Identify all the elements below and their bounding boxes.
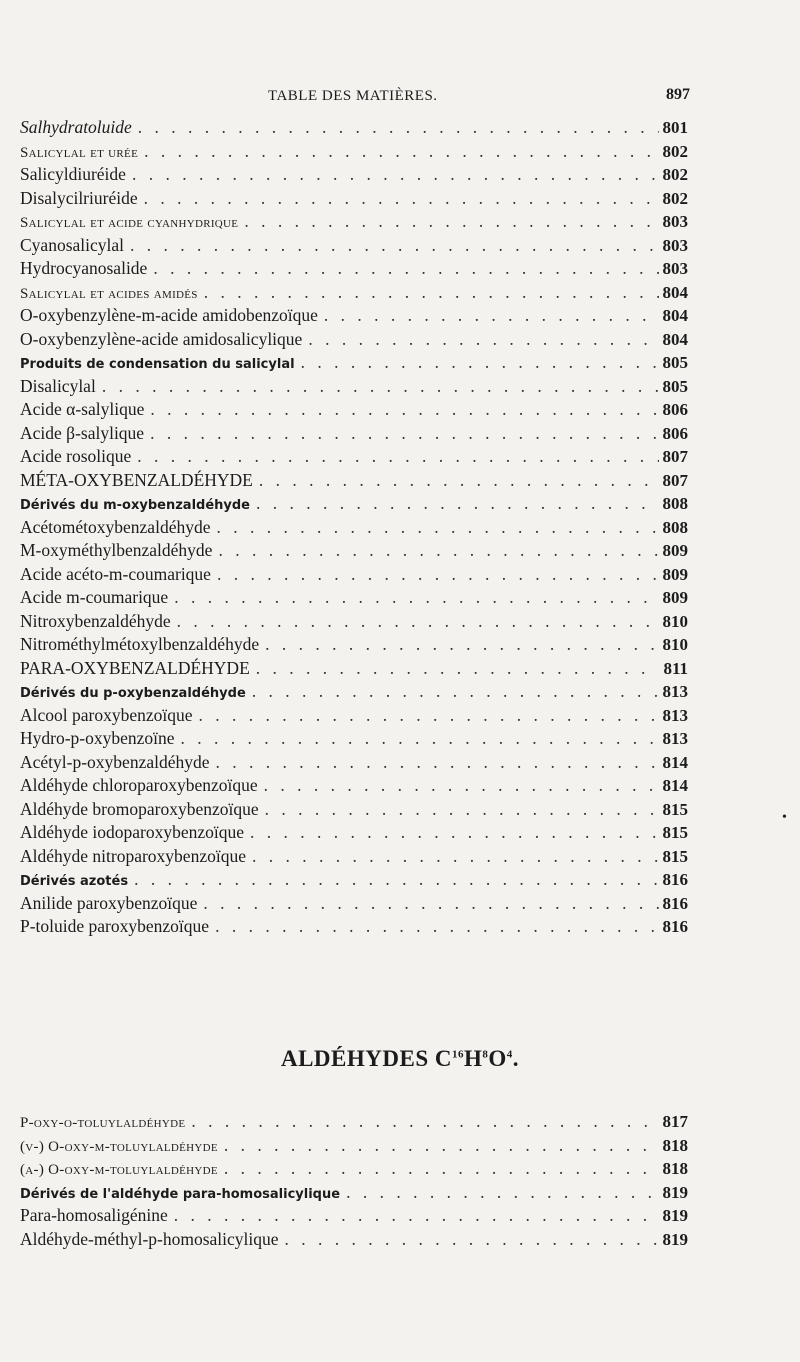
- entry-label: Acide β-salylique: [20, 422, 145, 443]
- dot-leader: [250, 821, 658, 845]
- entry-label: Aldéhyde iodoparoxybenzoïque: [20, 822, 245, 842]
- toc-entry: [20, 304, 688, 328]
- entry-label: Salicyldiuréide: [20, 164, 126, 184]
- dot-leader: [130, 234, 658, 258]
- toc-entry: [20, 1228, 688, 1252]
- entry-page-number: 802: [662, 141, 688, 161]
- section-heading: ALDÉHYDES $C^{16}H^8O^4$.: [280, 1046, 520, 1071]
- entry-page-number: 811: [663, 658, 688, 678]
- toc-entry: [20, 1181, 688, 1205]
- entry-page-number: 813: [662, 705, 688, 725]
- toc-entry: [20, 234, 688, 258]
- toc-entry: [20, 116, 688, 140]
- entry-label: Salicylal et acide cyanhydrique: [20, 215, 239, 231]
- dot-leader: [324, 304, 659, 328]
- entry-page-number: 805: [662, 353, 688, 372]
- dot-leader: [256, 657, 660, 681]
- dot-leader: [132, 163, 659, 187]
- dot-leader: [177, 610, 659, 634]
- margin-mark: •: [782, 810, 787, 825]
- dot-leader: [204, 281, 659, 305]
- entry-page-number: 804: [662, 306, 688, 325]
- page-header: [0, 86, 800, 110]
- dot-leader: [199, 704, 659, 728]
- toc-entry: [20, 516, 688, 540]
- toc-entry: [20, 445, 688, 469]
- entry-label: Disalycilriuréide: [20, 187, 138, 208]
- entry-label: Dérivés du p-oxybenzaldéhyde: [20, 686, 246, 701]
- entry-label: Aldéhyde-méthyl-p-homosalicylique: [20, 1228, 279, 1249]
- toc-entry: [20, 281, 688, 305]
- entry-page-number: 803: [662, 212, 688, 231]
- toc-entry: [20, 798, 688, 822]
- entry-page-number: 809: [662, 564, 688, 584]
- dot-leader: [174, 586, 658, 610]
- toc-entry: [20, 845, 688, 869]
- toc-entry: [20, 375, 688, 399]
- toc-entry: [20, 257, 688, 281]
- toc-entry: [20, 539, 688, 563]
- dot-leader: [134, 868, 658, 892]
- entry-label: Aldéhyde chloroparoxybenzoïque: [20, 775, 258, 795]
- dot-leader: [203, 892, 658, 916]
- entry-label: Disalicylal: [20, 375, 96, 396]
- entry-label: O-oxybenzylène-acide amidosalicylique: [20, 328, 303, 349]
- toc-entry: [20, 657, 688, 681]
- dot-leader: [252, 680, 659, 704]
- toc-entry: [20, 210, 688, 234]
- dot-leader: [102, 375, 659, 399]
- entry-label: (a-) O-oxy-m-toluylaldéhyde: [20, 1162, 218, 1178]
- entry-page-number: 801: [662, 118, 688, 137]
- entry-page-number: 815: [662, 799, 688, 819]
- toc-entry: [20, 140, 688, 164]
- entry-page-number: 818: [662, 1135, 688, 1155]
- dot-leader: [346, 1181, 658, 1205]
- toc-entry: [20, 398, 688, 422]
- toc-entry: [20, 563, 688, 587]
- toc-entry: [20, 1157, 688, 1181]
- toc-entry: [20, 1110, 688, 1134]
- toc-entry: [20, 469, 688, 493]
- entry-label: Aldéhyde bromoparoxybenzoïque: [20, 798, 259, 819]
- entry-page-number: 802: [662, 188, 688, 208]
- entry-label: Salicylal et acides amidés: [20, 285, 198, 302]
- entry-page-number: 817: [662, 1112, 688, 1131]
- entry-page-number: 809: [662, 541, 688, 560]
- dot-leader: [191, 1110, 658, 1134]
- entry-page-number: 805: [662, 376, 688, 396]
- dot-leader: [256, 492, 659, 516]
- entry-page-number: 806: [662, 400, 688, 419]
- dot-leader: [150, 422, 658, 446]
- entry-page-number: 819: [662, 1229, 688, 1249]
- dot-leader: [138, 116, 659, 140]
- dot-leader: [137, 445, 658, 469]
- page-number: 897: [666, 86, 690, 103]
- entry-label: M-oxyméthylbenzaldéhyde: [20, 540, 213, 560]
- toc-entry: [20, 328, 688, 352]
- dot-leader: [259, 469, 659, 493]
- toc-entry: [20, 633, 688, 657]
- entry-label: Dérivés azotés: [20, 874, 129, 889]
- entry-page-number: 802: [662, 165, 688, 184]
- dot-leader: [301, 351, 659, 375]
- entry-label: (v-) O-oxy-m-toluylaldéhyde: [20, 1138, 218, 1155]
- entry-page-number: 808: [662, 494, 688, 513]
- dot-leader: [218, 539, 658, 563]
- toc-entry: [20, 163, 688, 187]
- entry-page-number: 819: [662, 1182, 688, 1202]
- dot-leader: [174, 1204, 659, 1228]
- dot-leader: [285, 1228, 659, 1252]
- dot-leader: [265, 798, 659, 822]
- toc-entry: [20, 915, 688, 939]
- entry-page-number: 806: [662, 423, 688, 443]
- dot-leader: [252, 845, 659, 869]
- entry-page-number: 810: [662, 611, 688, 631]
- toc-entry: [20, 187, 688, 211]
- entry-label: P-oxy-o-toluylaldéhyde: [20, 1115, 186, 1131]
- entry-page-number: 809: [662, 588, 688, 607]
- dot-leader: [308, 328, 658, 352]
- entry-label: Dérivés de l'aldéhyde para-homosalicylique: [20, 1186, 341, 1202]
- toc-entry: [20, 868, 688, 892]
- entry-page-number: 815: [662, 823, 688, 842]
- entry-page-number: 803: [662, 235, 688, 255]
- dot-leader: [150, 398, 658, 422]
- entry-label: Nitroxybenzaldéhyde: [20, 610, 171, 631]
- dot-leader: [144, 140, 658, 164]
- entry-label: Aldéhyde nitroparoxybenzoïque: [20, 845, 246, 866]
- entry-page-number: 807: [662, 470, 688, 490]
- entry-page-number: 816: [662, 893, 688, 913]
- toc-entry: [20, 704, 688, 728]
- toc-entry: [20, 586, 688, 610]
- entry-label: Cyanosalicylal: [20, 234, 125, 255]
- entry-label: Acide m-coumarique: [20, 587, 169, 607]
- dot-leader: [216, 751, 659, 775]
- dot-leader: [215, 915, 658, 939]
- toc-entry: [20, 892, 688, 916]
- entry-label: Nitrométhylmétoxylbenzaldéhyde: [20, 634, 260, 654]
- entry-label: Acétométoxybenzaldéhyde: [20, 516, 211, 537]
- toc-list-top: [20, 116, 688, 939]
- dot-leader: [264, 774, 659, 798]
- entry-page-number: 814: [662, 776, 688, 795]
- entry-label: Para-homosaligénine: [20, 1205, 168, 1225]
- toc-entry: [20, 351, 688, 375]
- toc-entry: [20, 821, 688, 845]
- entry-label: P-toluide paroxybenzoïque: [20, 916, 210, 936]
- dot-leader: [181, 727, 659, 751]
- entry-label: Produits de condensation du salicylal: [20, 357, 295, 372]
- entry-page-number: 807: [662, 447, 688, 466]
- entry-page-number: 810: [662, 635, 688, 654]
- running-title: TABLE DES MATIÈRES.: [268, 88, 438, 104]
- toc-entry: [20, 1134, 688, 1158]
- entry-label: Salhydratoluide: [20, 117, 132, 137]
- dot-leader: [224, 1134, 659, 1158]
- toc-entry: [20, 1204, 688, 1228]
- entry-page-number: 813: [662, 682, 688, 701]
- dot-leader: [265, 633, 658, 657]
- toc-entry: [20, 774, 688, 798]
- entry-label: Acétyl-p-oxybenzaldéhyde: [20, 751, 210, 772]
- entry-label: Acide acéto-m-coumarique: [20, 563, 211, 584]
- entry-page-number: 818: [662, 1159, 688, 1178]
- toc-entry: [20, 727, 688, 751]
- entry-label: Salicylal et urée: [20, 144, 139, 161]
- dot-leader: [153, 257, 658, 281]
- dot-leader: [224, 1157, 659, 1181]
- toc-entry: [20, 610, 688, 634]
- entry-label: MÉTA-OXYBENZALDÉHYDE: [20, 469, 253, 490]
- entry-page-number: 814: [662, 752, 688, 772]
- entry-page-number: 804: [662, 329, 688, 349]
- entry-page-number: 808: [662, 517, 688, 537]
- entry-label: PARA-OXYBENZALDÉHYDE: [20, 657, 250, 678]
- entry-label: Acide α-salylique: [20, 399, 145, 419]
- entry-page-number: 819: [662, 1206, 688, 1225]
- dot-leader: [244, 210, 658, 234]
- entry-page-number: 804: [662, 282, 688, 302]
- entry-page-number: 816: [662, 917, 688, 936]
- toc-entry: [20, 492, 688, 516]
- toc-entry: [20, 680, 688, 704]
- entry-page-number: 803: [662, 259, 688, 278]
- entry-page-number: 813: [662, 729, 688, 748]
- entry-label: Hydrocyanosalide: [20, 258, 148, 278]
- entry-label: Acide rosolique: [20, 446, 132, 466]
- entry-label: Anilide paroxybenzoïque: [20, 892, 198, 913]
- entry-label: Hydro-p-oxybenzoïne: [20, 728, 175, 748]
- toc-list-bottom: [20, 1110, 688, 1251]
- entry-label: O-oxybenzylène-m-acide amidobenzoïque: [20, 305, 318, 325]
- toc-entry: [20, 751, 688, 775]
- dot-leader: [217, 563, 659, 587]
- dot-leader: [144, 187, 659, 211]
- entry-page-number: 815: [662, 846, 688, 866]
- entry-page-number: 816: [662, 870, 688, 889]
- entry-label: Alcool paroxybenzoïque: [20, 704, 193, 725]
- toc-entry: [20, 422, 688, 446]
- entry-label: Dérivés du m-oxybenzaldéhyde: [20, 498, 250, 513]
- dot-leader: [216, 516, 658, 540]
